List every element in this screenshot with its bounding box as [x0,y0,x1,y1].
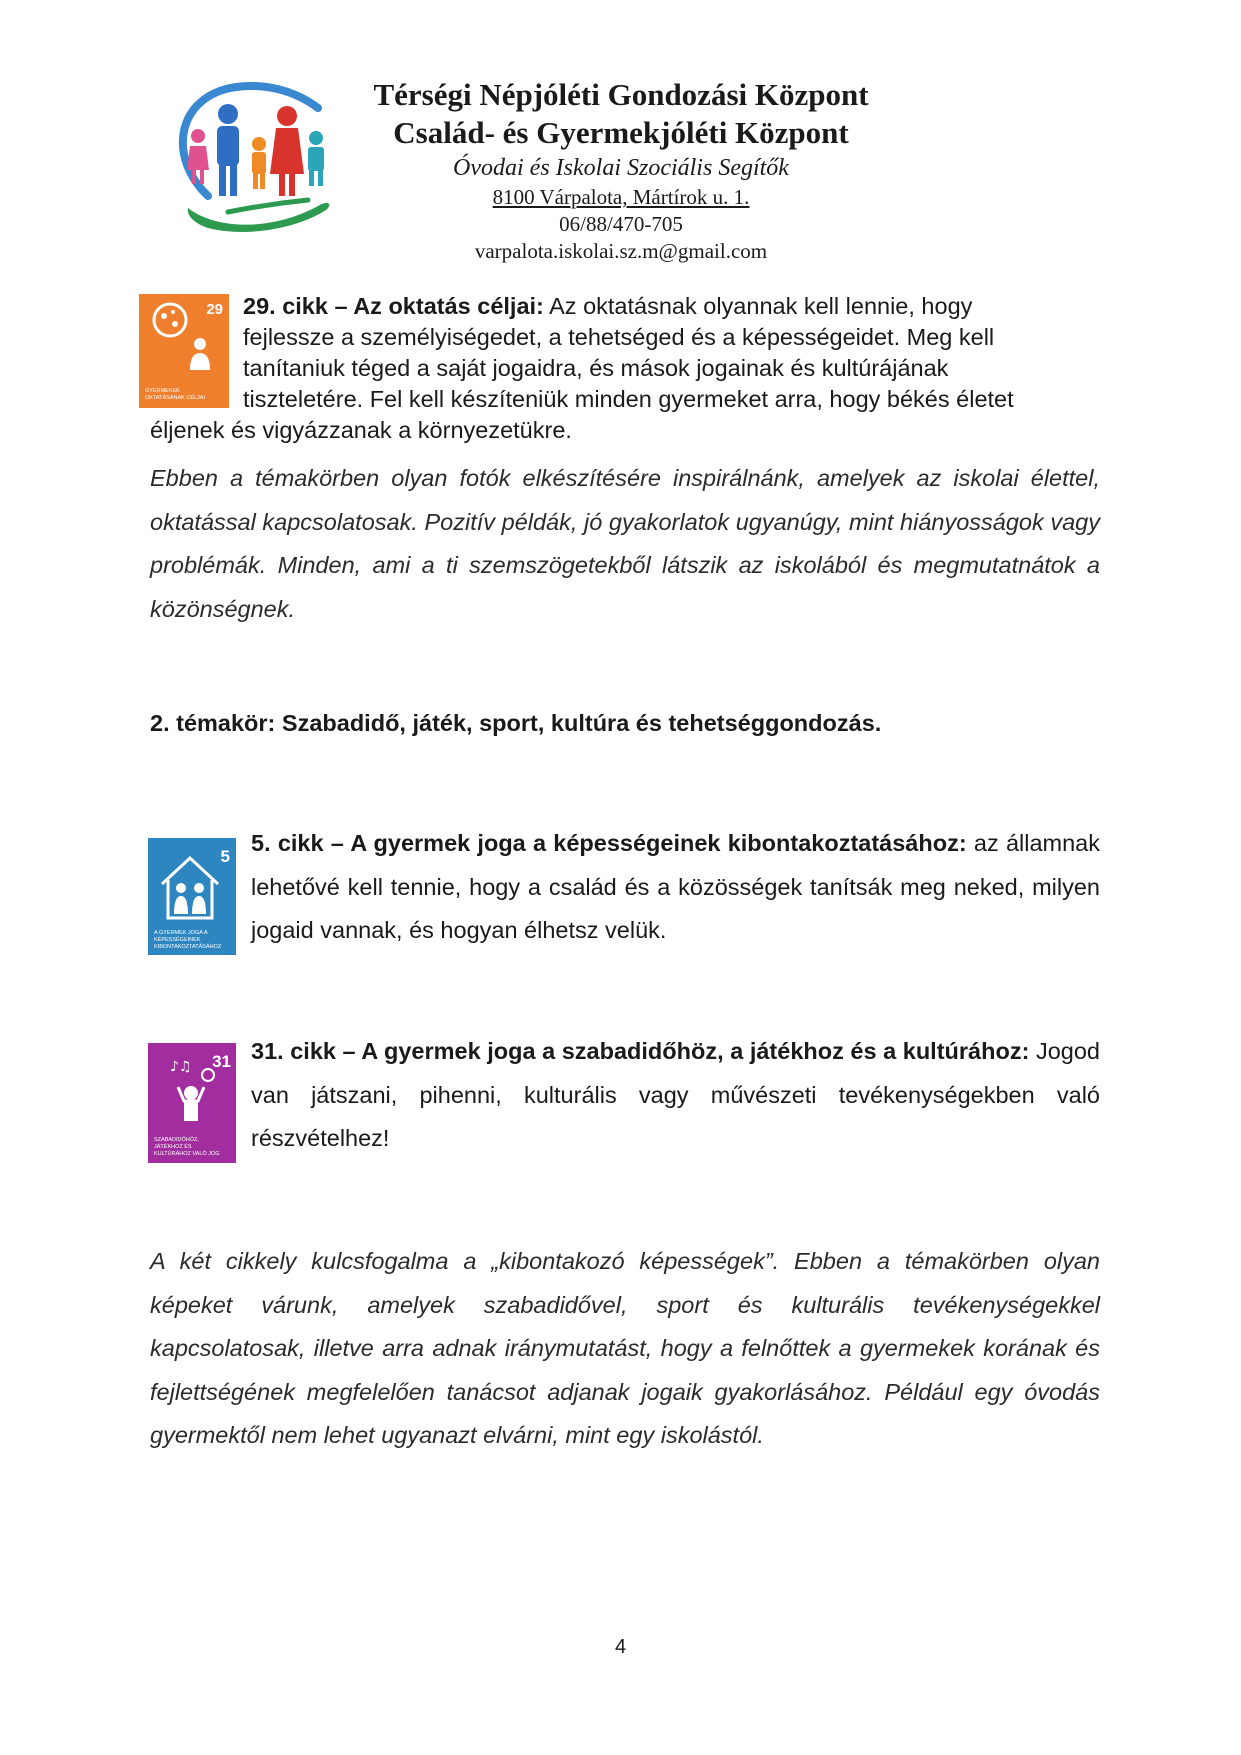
article-31-icon [148,1043,236,1168]
svg-text:KULTÚRÁHOZ VALÓ JOG: KULTÚRÁHOZ VALÓ JOG [154,1151,220,1157]
article-29-icon [139,294,229,413]
svg-text:JÁTÉKHOZ ÉS: JÁTÉKHOZ ÉS [154,1144,192,1150]
topic1-intro: Ebben a témakörben olyan fotók elkészítésére inspirálnánk, amelyek az iskolai élettel, oktatással kapcsolatosak. Pozitív példák, jó gyakorlatok ugyanúgy, mint hiányosságok vagy problémák. Minden, ami a ti szemszögetekből látszik az iskolából és megmutatnátok a közönségnek. [150,465,1100,622]
svg-text:A GYERMEK JOGA A: A GYERMEK JOGA A [154,930,208,936]
svg-text:OKTATÁSÁNAK CÉLJAI: OKTATÁSÁNAK CÉLJAI [145,395,206,401]
article-31-heading: 31. cikk – A gyermek joga a szabadidőhöz, a játékhoz és a kultúrához: [251,1038,1030,1064]
org-phone: 06/88/470-705 [559,212,683,236]
article-29-first-lines: 29. cikk – Az oktatás céljai: Az oktatásnak olyannak kell lennie, hogy fejlessze a személyiségedet, a tehetséged és a képességeidet. Meg kell tanítaniuk téged a saját jogaidra, és mások jogainak és kultúrájának tiszteletére. Fel kell készíteniük minden gyermeket arra, hogy békés életet [243,293,1014,412]
article-5-paragraph [251,822,1100,953]
article-31-paragraph [251,1030,1100,1161]
org-title-line1: Térségi Népjóléti Gondozási Központ [373,77,869,112]
org-address: 8100 Várpalota, Mártírok u. 1. [492,185,750,209]
organization-logo [168,78,346,238]
article-31-icon-number: 31 [212,1052,231,1071]
page-number: 4 [614,1636,627,1658]
svg-text:KÉPESSÉGEINEK: KÉPESSÉGEINEK [154,937,201,943]
org-email[interactable]: varpalota.iskolai.sz.m@gmail.com [474,239,768,263]
article-29-icon-number: 29 [206,301,223,318]
article-29-last-line: éljenek és vigyázzanak a környezetükre. [150,417,572,443]
article-31-text: Jogod van játszani, pihenni, kulturális vagy művészeti tevékenységekben való részvételhez! [251,1038,1101,1151]
topic2-closing: A két cikkely kulcsfogalma a „kibontakozó képességek”. Ebben a témakörben olyan képeket várunk, amelyek szabadidővel, sport és kulturális tevékenységekkel kapcsolatosak, illetve arra adnak iránymutatást, hogy a felnőttek a gyermekek korának és fejlettségének megfelelően tanácsot adjanak jogaik gyakorlásához. Például egy óvodás gyermektől nem lehet ugyanazt elvárni, mint egy iskolástól. [150,1248,1100,1448]
topic2-heading: 2. témakör: Szabadidő, játék, sport, kultúra és tehetséggondozás. [150,710,882,736]
article-5-icon-number: 5 [220,847,230,866]
org-title-line2: Család- és Gyermekjóléti Központ [393,115,849,150]
svg-text:SZABADIDŐHÖZ,: SZABADIDŐHÖZ, [154,1137,199,1143]
svg-text:GYERMEKEK: GYERMEKEK [145,388,180,394]
article-5-heading: 5. cikk – A gyermek joga a képességeinek kibontakoztatásához: [251,830,967,856]
svg-text:♪♫: ♪♫ [170,1059,192,1075]
org-subtitle: Óvodai és Iskolai Szociális Segítők [453,155,789,181]
article-5-icon [148,838,236,960]
svg-text:KIBONTAKOZTATÁSÁHOZ: KIBONTAKOZTATÁSÁHOZ [154,944,222,950]
header [330,76,912,265]
article-5-text: az államnak lehetővé kell tennie, hogy a család és a közösségek tanítsák meg neked, milyen jogaid vannak, és hogyan élhetsz velük. [251,830,1100,943]
